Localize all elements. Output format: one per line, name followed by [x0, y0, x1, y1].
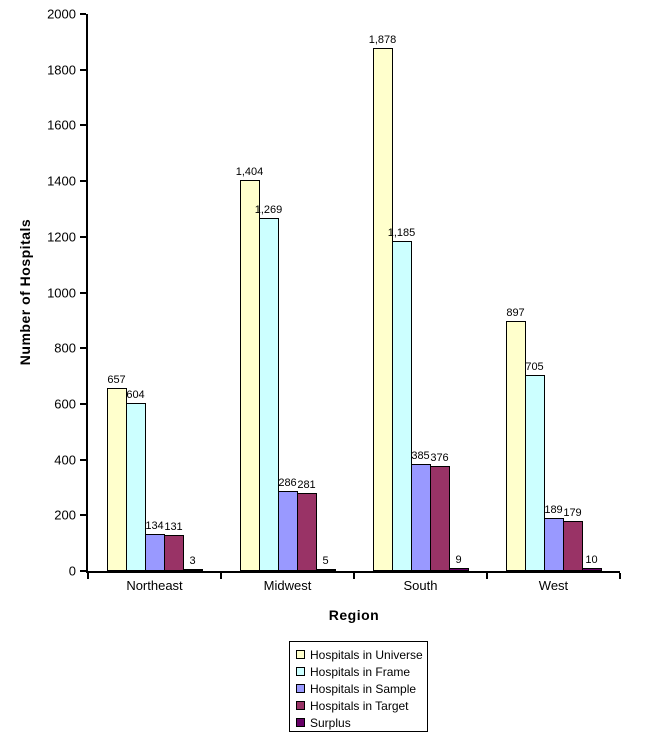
- y-axis-tick-label: 2000: [47, 6, 76, 22]
- bar-data-label: 376: [430, 452, 449, 464]
- bar-group-northeast: [88, 14, 221, 571]
- plot-area: [47, 6, 620, 623]
- y-axis-tick-label: 1600: [47, 117, 76, 133]
- legend-swatch-icon: [296, 718, 305, 727]
- bar: [254, 204, 283, 571]
- bar: [107, 374, 127, 571]
- bar: [278, 477, 298, 571]
- legend-swatch-icon: [296, 650, 305, 659]
- legend-label: Hospitals in Target: [310, 698, 409, 713]
- bar: [145, 520, 165, 571]
- legend-item: [296, 663, 427, 680]
- legend-item: [296, 697, 427, 714]
- category-label: West: [538, 578, 569, 593]
- bar-data-label: 9: [455, 554, 462, 566]
- bar-data-label: 286: [278, 477, 297, 489]
- x-axis-title: Region: [328, 607, 380, 623]
- bar-data-label: 1,878: [368, 34, 397, 46]
- legend: [289, 641, 428, 732]
- y-axis-tick: [80, 180, 86, 182]
- bar: [126, 389, 146, 571]
- bar-data-label: 604: [126, 389, 145, 401]
- y-axis-tick: [80, 236, 86, 238]
- y-axis-title: Number of Hospitals: [17, 218, 33, 366]
- y-axis-tick-label: 1800: [47, 62, 76, 78]
- bar-group-midwest: [221, 14, 354, 571]
- bar: [368, 34, 397, 571]
- legend-label: Hospitals in Sample: [310, 681, 417, 696]
- bar: [297, 479, 317, 571]
- y-axis-tick-label: 1400: [47, 173, 76, 189]
- y-axis-tick-label: 200: [54, 507, 76, 523]
- bar: [563, 507, 583, 571]
- bar-data-label: 897: [506, 307, 525, 319]
- y-axis-tick: [80, 13, 86, 15]
- bar: [183, 555, 203, 571]
- legend-label: Hospitals in Universe: [310, 647, 423, 662]
- legend-swatch-icon: [296, 701, 305, 710]
- bar-group-west: [487, 14, 620, 571]
- y-axis-tick-label: 800: [54, 340, 76, 356]
- bar-data-label: 1,269: [254, 204, 283, 216]
- y-axis-tick: [80, 403, 86, 405]
- bar: [235, 166, 264, 571]
- y-axis-tick-label: 600: [54, 396, 76, 412]
- bar: [525, 361, 545, 571]
- y-axis-tick-label: 1200: [47, 229, 76, 245]
- legend-label: Hospitals in Frame: [310, 664, 411, 679]
- bar: [387, 227, 416, 571]
- legend-item: [296, 646, 427, 663]
- category-label: South: [403, 578, 438, 593]
- bar-data-label: 1,185: [387, 227, 416, 239]
- bar-data-label: 10: [585, 554, 598, 566]
- bar: [582, 554, 602, 571]
- y-axis-tick: [80, 292, 86, 294]
- bar-data-label: 1,404: [235, 166, 264, 178]
- y-axis-tick: [80, 69, 86, 71]
- legend-item: [296, 714, 427, 731]
- bar: [411, 450, 431, 571]
- bar: [430, 452, 450, 571]
- bar-data-label: 705: [525, 361, 544, 373]
- bar: [164, 521, 184, 571]
- bar: [544, 504, 564, 571]
- y-axis-tick-label: 400: [54, 452, 76, 468]
- bar-data-label: 189: [544, 504, 563, 516]
- bar-data-label: 3: [189, 555, 196, 567]
- y-axis-tick: [80, 459, 86, 461]
- bar: [316, 555, 336, 571]
- legend-item: [296, 680, 427, 697]
- bar-data-label: 179: [563, 507, 582, 519]
- bar-data-label: 134: [145, 520, 164, 532]
- legend-swatch-icon: [296, 667, 305, 676]
- bar: [449, 554, 469, 571]
- bar-data-label: 657: [107, 374, 126, 386]
- bar: [506, 307, 526, 571]
- bar-group-south: [354, 14, 487, 571]
- y-axis-tick: [80, 514, 86, 516]
- category-label: Midwest: [263, 578, 312, 593]
- bar-data-label: 5: [322, 555, 329, 567]
- y-axis-tick: [80, 124, 86, 126]
- y-axis-tick: [80, 347, 86, 349]
- bar-data-label: 385: [411, 450, 430, 462]
- bar-data-label: 131: [164, 521, 183, 533]
- y-axis-tick-label: 1000: [47, 285, 76, 300]
- legend-label: Surplus: [310, 715, 351, 730]
- legend-swatch-icon: [296, 684, 305, 693]
- y-axis-tick: [80, 570, 86, 572]
- category-label: Northeast: [126, 578, 183, 593]
- y-axis-tick-label: 0: [68, 563, 76, 579]
- bar-data-label: 281: [297, 479, 316, 491]
